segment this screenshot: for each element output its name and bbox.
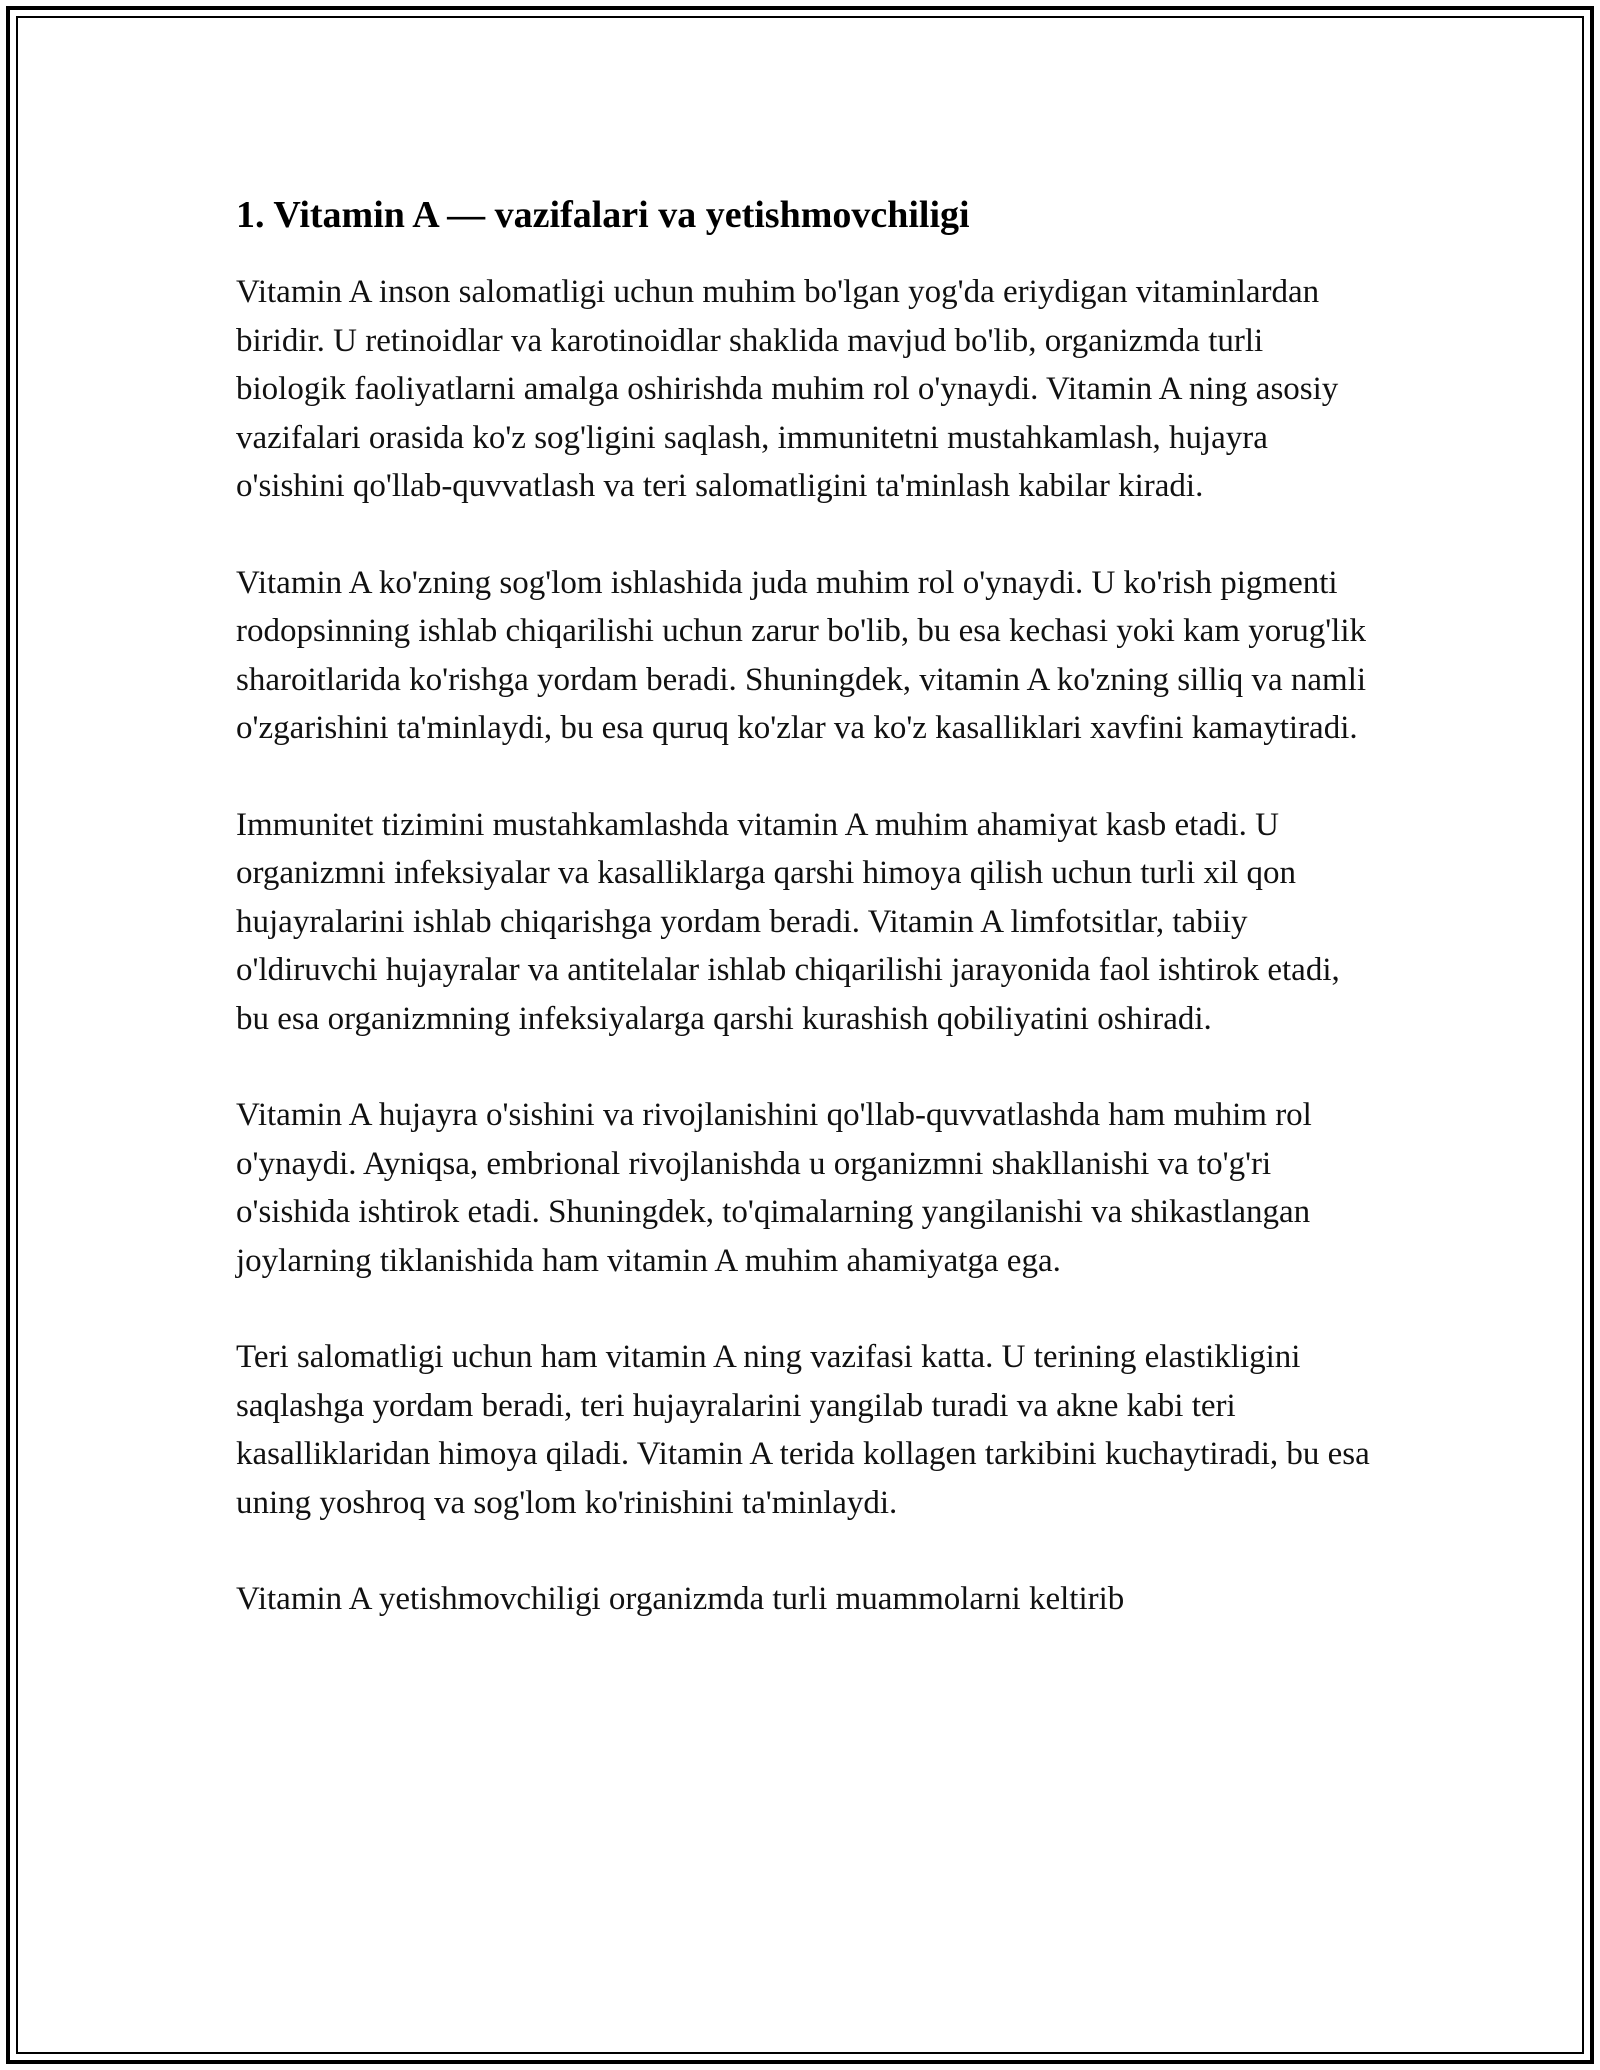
paragraph-immunity: Immunitet tizimini mustahkamlashda vitamin A muhim ahamiyat kasb etadi. U organizmni infeksiyalar va kasalliklarga qarshi himoya qilish uchun turli xil qon hujayralarini ishlab chiqarishga yordam beradi. Vitamin A limfotsitlar, tabiiy o'ldiruvchi hujayralar va antitelalar ishlab chiqarilishi jarayonida faol ishtirok etadi, bu esa organizmning infeksiyalarga qarshi kurashish qobiliyatini oshiradi.	[236, 806, 1340, 1037]
document-body	[236, 190, 1376, 1672]
paragraph-eye-health: Vitamin A ko'zning sog'lom ishlashida juda muhim rol o'ynaydi. U ko'rish pigmenti rodopsinning ishlab chiqarilishi uchun zarur bo'lib, bu esa kechasi yoki kam yorug'lik sharoitlarida ko'rishga yordam beradi. Shuningdek, vitamin A ko'zning silliq va namli o'zgarishini ta'minlaydi, bu esa quruq ko'zlar va ko'z kasalliklari xavfini kamaytiradi.	[236, 564, 1367, 746]
paragraph-intro: Vitamin A inson salomatligi uchun muhim bo'lgan yog'da eriydigan vitaminlardan biridir. U retinoidlar va karotinoidlar shaklida mavjud bo'lib, organizmda turli biologik faoliyatlarni amalga oshirishda muhim rol o'ynaydi. Vitamin A ning asosiy vazifalari orasida ko'z sog'ligini saqlash, immunitetni mustahkamlash, hujayra o'sishini qo'llab-quvvatlash va teri salomatligini ta'minlash kabilar kiradi.	[236, 274, 1339, 504]
paragraph-skin-health: Teri salomatligi uchun ham vitamin A ning vazifasi katta. U terining elastikligini saqlashga yordam beradi, teri hujayralarini yangilab turadi va akne kabi teri kasalliklaridan himoya qiladi. Vitamin A terida kollagen tarkibini kuchaytiradi, bu esa uning yoshroq va sog'lom ko'rinishini ta'minlaydi.	[236, 1339, 1370, 1521]
paragraph-deficiency: Vitamin A yetishmovchiligi organizmda turli muammolarni keltirib	[236, 1581, 1125, 1617]
section-title: 1. Vitamin A — vazifalari va yetishmovchiligi	[236, 194, 970, 236]
paragraph-cell-growth: Vitamin A hujayra o'sishini va rivojlanishini qo'llab-quvvatlashda ham muhim rol o'ynaydi. Ayniqsa, embrional rivojlanishda u organizmni shakllanishi va to'g'ri o'sishida ishtirok etadi. Shuningdek, to'qimalarning yangilanishi va shikastlangan joylarning tiklanishida ham vitamin A muhim ahamiyatga ega.	[236, 1097, 1312, 1279]
